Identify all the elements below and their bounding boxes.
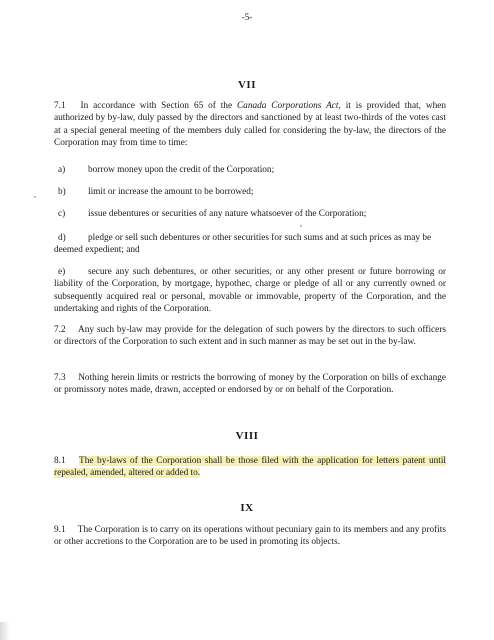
paragraph-8-1: [54, 455, 446, 480]
list-item-label: b): [58, 187, 66, 197]
paragraph-text: Any such by-law may provide for the delegation of such powers by the directors to such officers or directors of the Corporation to such extent and in such manner as may be set out in the by-law.: [54, 325, 447, 348]
paragraph-text: , it is provided that, when authorized by by-law, duly passed by the directors and sanctioned by at least two-thirds of the votes cast at a special general meeting of the members duly called for considering the by-law, the directors of the Corporation may from time to time:: [54, 101, 446, 148]
paragraph-7-1: [54, 100, 446, 149]
section-heading-viii: VIII: [235, 430, 259, 442]
list-item: [54, 164, 446, 176]
scan-edge-shadow: [0, 622, 10, 640]
scan-speck: [34, 196, 36, 198]
clause-number: 8.1: [54, 456, 66, 466]
paragraph-7-2: [54, 324, 446, 349]
clause-number: 9.1: [54, 525, 66, 535]
list-item-text: limit or increase the amount to be borrowed;: [88, 187, 254, 197]
list-item: [54, 186, 446, 198]
page-number: -5-: [241, 12, 253, 22]
section-heading-ix: IX: [240, 502, 254, 514]
list-item-text: secure any such debentures, or other securities, or any other present or future borrowing or liability of the Corporation, by mortgage, hypothec, charge or pledge of all or any currently owned or subsequently acquired real or personal, movable or immovable, property of the Corporation, and the undertaking and rights of the Corporation.: [54, 267, 446, 314]
act-title: Canada Corporations Act: [236, 101, 339, 111]
list-item-label: e): [58, 267, 66, 277]
list-item: [54, 208, 446, 220]
scan-speck: [300, 225, 302, 227]
paragraph-text: The Corporation is to carry on its operations without pecuniary gain to its members and any profits or other accretions to the Corporation are to be used in promoting its objects.: [54, 525, 447, 548]
list-item-label: a): [58, 165, 66, 175]
clause-number: 7.3: [54, 373, 66, 383]
list-item-label: d): [58, 233, 66, 243]
paragraph-text: In accordance with Section 65 of the: [80, 101, 237, 111]
clause-number: 7.1: [54, 101, 66, 111]
list-item: [54, 266, 446, 315]
paragraph-text: Nothing herein limits or restricts the borrowing of money by the Corporation on bills of exchange or promissory notes made, drawn, accepted or endorsed by or on behalf of the Corporation.: [54, 373, 446, 396]
paragraph-9-1: [54, 524, 446, 549]
section-heading-vii: VII: [237, 79, 256, 91]
paragraph-7-3: [54, 372, 446, 397]
list-item-text: pledge or sell such debentures or other securities for such sums and at such prices as may be deemed expedient; and: [54, 233, 432, 256]
list-item-text: borrow money upon the credit of the Corporation;: [88, 165, 275, 175]
list-item-label: c): [58, 209, 66, 219]
list-item-text: issue debentures or securities of any nature whatsoever of the Corporation;: [88, 209, 367, 219]
clause-number: 7.2: [54, 325, 66, 335]
highlighted-text: The by-laws of the Corporation shall be those filed with the application for letters patent until repealed, amended, altered or added to.: [54, 456, 446, 479]
list-item: [54, 232, 446, 257]
